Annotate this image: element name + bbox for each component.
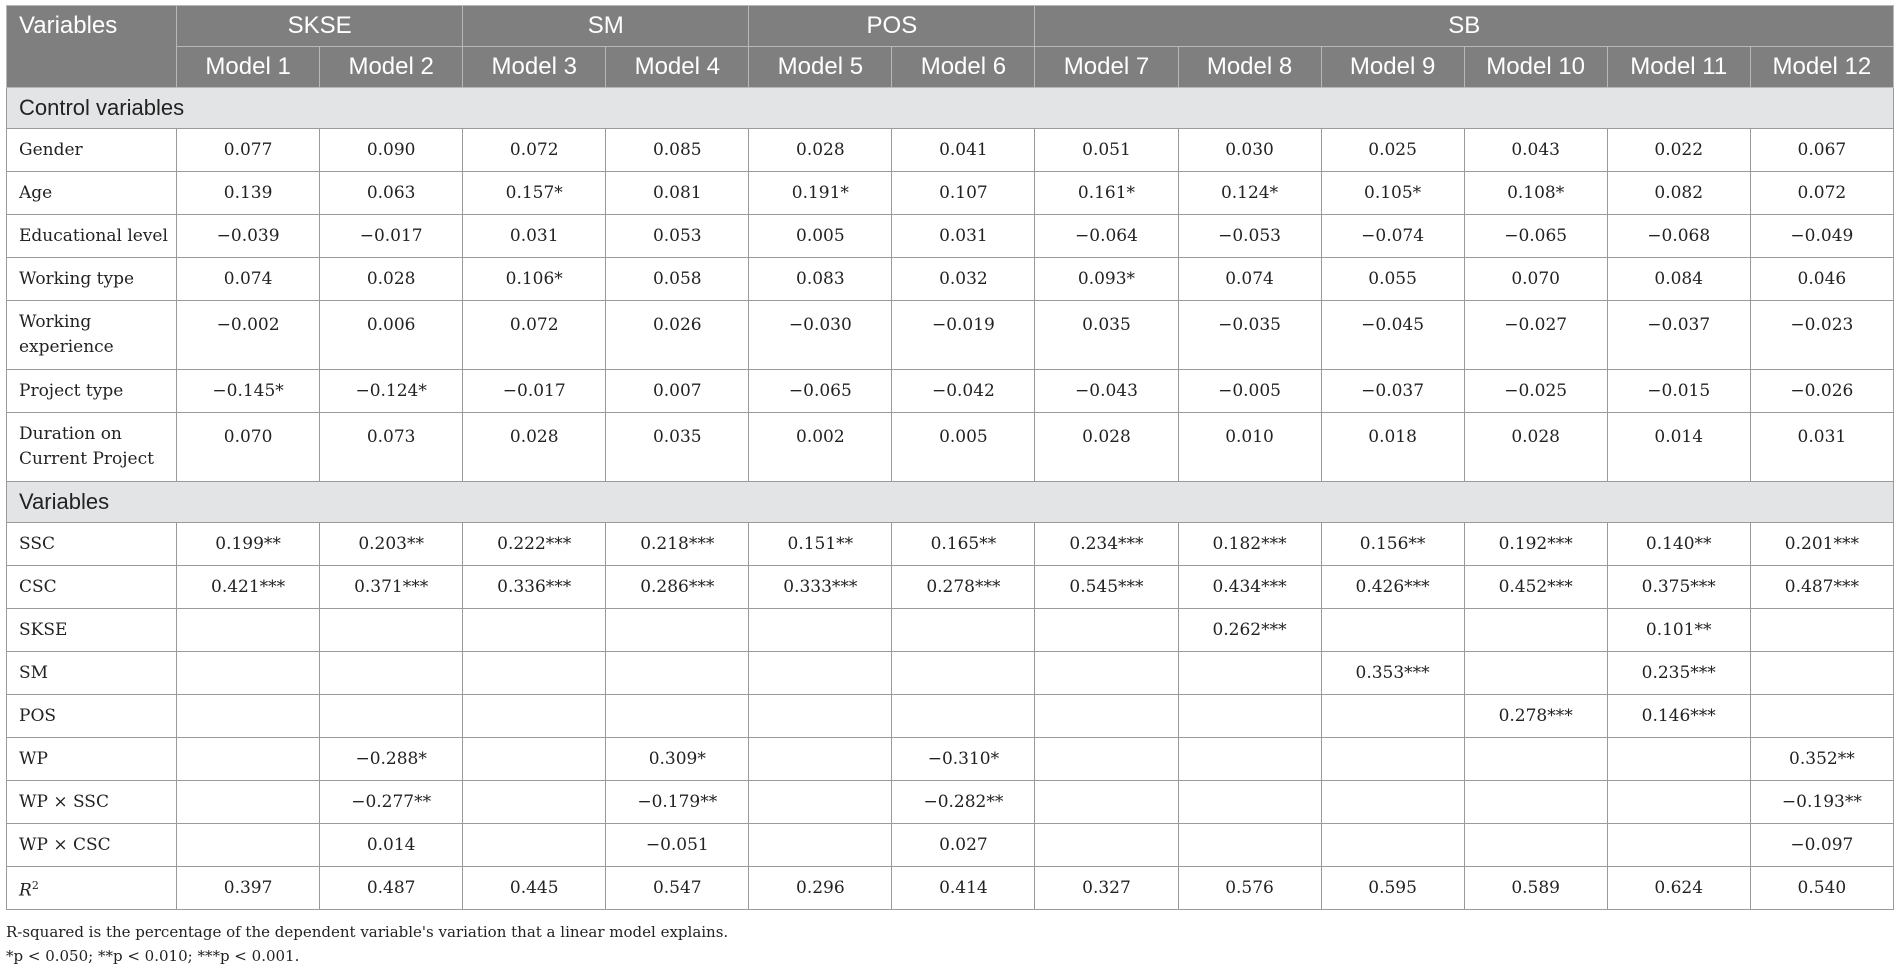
model-header-5: Model 5	[749, 47, 892, 88]
table-cell: 0.286***	[606, 566, 749, 609]
table-cell: −0.179**	[606, 781, 749, 824]
table-cell: 0.421***	[177, 566, 320, 609]
table-cell: 0.139	[177, 172, 320, 215]
table-cell: −0.026	[1750, 370, 1893, 413]
table-row-gender	[7, 129, 1894, 172]
model-header-11: Model 11	[1607, 47, 1750, 88]
table-cell	[463, 738, 606, 781]
table-cell: 0.157*	[463, 172, 606, 215]
table-cell: 0.452***	[1464, 566, 1607, 609]
table-cell: −0.282**	[892, 781, 1035, 824]
table-cell: 0.222***	[463, 523, 606, 566]
table-cell: −0.039	[177, 215, 320, 258]
table-cell: −0.037	[1321, 370, 1464, 413]
table-cell	[1035, 609, 1178, 652]
row-label: WP × SSC	[7, 781, 177, 824]
table-cell: −0.310*	[892, 738, 1035, 781]
table-cell: 0.072	[1750, 172, 1893, 215]
table-cell: 0.041	[892, 129, 1035, 172]
table-cell: 0.545***	[1035, 566, 1178, 609]
table-cell: 0.072	[463, 129, 606, 172]
table-cell: 0.028	[320, 258, 463, 301]
table-cell: −0.035	[1178, 301, 1321, 370]
table-cell: −0.097	[1750, 824, 1893, 867]
table-cell: 0.028	[1035, 413, 1178, 482]
row-label: Gender	[7, 129, 177, 172]
table-cell: 0.624	[1607, 867, 1750, 910]
table-cell: 0.007	[606, 370, 749, 413]
table-cell: 0.035	[1035, 301, 1178, 370]
table-row-pos	[7, 695, 1894, 738]
table-cell: 0.234***	[1035, 523, 1178, 566]
table-cell	[320, 652, 463, 695]
table-cell: −0.017	[463, 370, 606, 413]
table-cell: −0.277**	[320, 781, 463, 824]
table-cell: −0.053	[1178, 215, 1321, 258]
row-label: Educational level	[7, 215, 177, 258]
table-cell: 0.235***	[1607, 652, 1750, 695]
model-header-4: Model 4	[606, 47, 749, 88]
table-cell: 0.028	[463, 413, 606, 482]
table-cell	[177, 781, 320, 824]
table-cell	[1178, 781, 1321, 824]
table-cell	[1035, 824, 1178, 867]
table-cell: 0.124*	[1178, 172, 1321, 215]
table-cell: 0.081	[606, 172, 749, 215]
row-label: Working experience	[7, 301, 177, 370]
table-cell	[1607, 738, 1750, 781]
table-cell	[1321, 781, 1464, 824]
table-cell: 0.106*	[463, 258, 606, 301]
section-title: Variables	[7, 482, 1894, 523]
table-cell	[1464, 652, 1607, 695]
table-cell	[749, 824, 892, 867]
table-cell: −0.145*	[177, 370, 320, 413]
model-header-9: Model 9	[1321, 47, 1464, 88]
table-row-skse	[7, 609, 1894, 652]
table-cell	[1035, 695, 1178, 738]
table-cell	[749, 695, 892, 738]
table-cell: 0.199**	[177, 523, 320, 566]
table-cell: 0.487	[320, 867, 463, 910]
table-cell: 0.006	[320, 301, 463, 370]
row-label: POS	[7, 695, 177, 738]
table-cell: 0.105*	[1321, 172, 1464, 215]
table-cell: 0.278***	[1464, 695, 1607, 738]
table-cell: 0.014	[1607, 413, 1750, 482]
table-cell: 0.547	[606, 867, 749, 910]
table-cell	[1321, 738, 1464, 781]
table-cell: −0.019	[892, 301, 1035, 370]
table-cell: 0.031	[892, 215, 1035, 258]
model-header-10: Model 10	[1464, 47, 1607, 88]
table-cell: −0.037	[1607, 301, 1750, 370]
table-cell: 0.055	[1321, 258, 1464, 301]
group-header-skse: SKSE	[177, 6, 463, 47]
table-cell: 0.336***	[463, 566, 606, 609]
table-cell: −0.193**	[1750, 781, 1893, 824]
table-cell: 0.072	[463, 301, 606, 370]
table-cell: 0.090	[320, 129, 463, 172]
table-cell: 0.026	[606, 301, 749, 370]
group-header-pos: POS	[749, 6, 1035, 47]
table-cell	[749, 738, 892, 781]
table-cell: 0.027	[892, 824, 1035, 867]
table-cell: 0.333***	[749, 566, 892, 609]
table-cell: 0.082	[1607, 172, 1750, 215]
table-cell: 0.005	[749, 215, 892, 258]
table-cell: 0.296	[749, 867, 892, 910]
table-cell	[177, 695, 320, 738]
table-row-sm	[7, 652, 1894, 695]
regression-table-container	[6, 5, 1894, 910]
table-row-wp-x-csc	[7, 824, 1894, 867]
table-cell: 0.352**	[1750, 738, 1893, 781]
table-cell: 0.576	[1178, 867, 1321, 910]
row-label: Working type	[7, 258, 177, 301]
table-cell: 0.161*	[1035, 172, 1178, 215]
table-cell	[749, 609, 892, 652]
table-cell	[1321, 609, 1464, 652]
model-header-8: Model 8	[1178, 47, 1321, 88]
table-cell: 0.031	[1750, 413, 1893, 482]
table-cell: 0.589	[1464, 867, 1607, 910]
group-header-sb: SB	[1035, 6, 1894, 47]
table-cell: 0.077	[177, 129, 320, 172]
table-cell: 0.309*	[606, 738, 749, 781]
table-cell	[1178, 738, 1321, 781]
table-row-working-type	[7, 258, 1894, 301]
table-cell: 0.051	[1035, 129, 1178, 172]
table-cell	[463, 609, 606, 652]
table-cell: −0.002	[177, 301, 320, 370]
table-cell: 0.032	[892, 258, 1035, 301]
section-row-variables	[7, 482, 1894, 523]
table-cell: 0.201***	[1750, 523, 1893, 566]
table-cell: 0.182***	[1178, 523, 1321, 566]
table-cell	[1178, 652, 1321, 695]
table-cell: 0.073	[320, 413, 463, 482]
table-cell: 0.540	[1750, 867, 1893, 910]
table-cell: 0.070	[1464, 258, 1607, 301]
table-cell	[1464, 609, 1607, 652]
table-cell: 0.043	[1464, 129, 1607, 172]
table-cell	[892, 652, 1035, 695]
r-squared-symbol: R	[19, 880, 32, 901]
table-cell: 0.093*	[1035, 258, 1178, 301]
table-cell: 0.375***	[1607, 566, 1750, 609]
table-cell	[1464, 824, 1607, 867]
table-cell: 0.445	[463, 867, 606, 910]
row-label: WP	[7, 738, 177, 781]
table-row-educational-level	[7, 215, 1894, 258]
table-cell	[1750, 609, 1893, 652]
table-cell: 0.063	[320, 172, 463, 215]
table-cell: 0.414	[892, 867, 1035, 910]
table-cell: 0.030	[1178, 129, 1321, 172]
table-cell	[1607, 781, 1750, 824]
group-header-row	[7, 6, 1894, 47]
table-body	[7, 88, 1894, 910]
table-cell: −0.288*	[320, 738, 463, 781]
table-cell	[1321, 695, 1464, 738]
table-header	[7, 6, 1894, 88]
model-header-3: Model 3	[463, 47, 606, 88]
regression-table	[6, 5, 1894, 910]
r-squared-superscript: 2	[31, 878, 39, 892]
table-cell: −0.025	[1464, 370, 1607, 413]
table-row-ssc	[7, 523, 1894, 566]
table-cell: 0.053	[606, 215, 749, 258]
table-cell	[320, 695, 463, 738]
table-cell	[1750, 695, 1893, 738]
table-cell: −0.017	[320, 215, 463, 258]
table-cell	[606, 652, 749, 695]
model-header-6: Model 6	[892, 47, 1035, 88]
table-cell	[606, 695, 749, 738]
table-cell: −0.074	[1321, 215, 1464, 258]
table-cell: 0.327	[1035, 867, 1178, 910]
row-label: Duration on Current Project	[7, 413, 177, 482]
table-cell: −0.043	[1035, 370, 1178, 413]
table-row-wp-x-ssc	[7, 781, 1894, 824]
table-cell: 0.074	[177, 258, 320, 301]
table-cell: 0.108*	[1464, 172, 1607, 215]
table-cell: 0.146***	[1607, 695, 1750, 738]
table-cell: 0.203**	[320, 523, 463, 566]
table-cell	[606, 609, 749, 652]
section-row-control-variables	[7, 88, 1894, 129]
table-row-age	[7, 172, 1894, 215]
r-squared-label	[7, 867, 177, 910]
table-cell	[463, 824, 606, 867]
table-cell: 0.005	[892, 413, 1035, 482]
table-cell: −0.027	[1464, 301, 1607, 370]
section-title: Control variables	[7, 88, 1894, 129]
table-cell: −0.065	[1464, 215, 1607, 258]
table-cell: 0.028	[1464, 413, 1607, 482]
table-cell	[1607, 824, 1750, 867]
table-cell	[749, 781, 892, 824]
group-header-sm: SM	[463, 6, 749, 47]
model-header-row	[7, 47, 1894, 88]
table-cell	[1035, 652, 1178, 695]
table-cell: 0.191*	[749, 172, 892, 215]
table-cell: 0.074	[1178, 258, 1321, 301]
model-header-1: Model 1	[177, 47, 320, 88]
table-cell	[320, 609, 463, 652]
table-row-r-squared	[7, 867, 1894, 910]
table-cell: 0.426***	[1321, 566, 1464, 609]
table-cell: 0.101**	[1607, 609, 1750, 652]
r-squared-note: R-squared is the percentage of the dependent variable's variation that a linear model explains.	[6, 923, 729, 941]
table-cell: 0.353***	[1321, 652, 1464, 695]
row-label: SSC	[7, 523, 177, 566]
table-row-wp	[7, 738, 1894, 781]
table-cell	[892, 695, 1035, 738]
table-cell: 0.218***	[606, 523, 749, 566]
table-cell	[463, 652, 606, 695]
table-row-csc	[7, 566, 1894, 609]
table-cell: 0.595	[1321, 867, 1464, 910]
table-cell	[177, 652, 320, 695]
table-cell	[177, 609, 320, 652]
row-label: WP × CSC	[7, 824, 177, 867]
table-cell	[892, 609, 1035, 652]
table-cell: −0.045	[1321, 301, 1464, 370]
table-cell: 0.022	[1607, 129, 1750, 172]
row-label: Age	[7, 172, 177, 215]
row-label: Project type	[7, 370, 177, 413]
table-cell: −0.049	[1750, 215, 1893, 258]
table-cell: 0.151**	[749, 523, 892, 566]
table-cell: 0.070	[177, 413, 320, 482]
table-notes	[6, 920, 728, 968]
table-cell: 0.165**	[892, 523, 1035, 566]
table-cell	[463, 695, 606, 738]
table-cell: 0.278***	[892, 566, 1035, 609]
row-label: CSC	[7, 566, 177, 609]
row-label: SKSE	[7, 609, 177, 652]
table-cell	[1178, 695, 1321, 738]
table-cell: −0.030	[749, 301, 892, 370]
table-cell: −0.015	[1607, 370, 1750, 413]
table-cell: −0.005	[1178, 370, 1321, 413]
table-cell: 0.487***	[1750, 566, 1893, 609]
table-cell: 0.018	[1321, 413, 1464, 482]
table-cell: 0.025	[1321, 129, 1464, 172]
table-cell	[177, 738, 320, 781]
table-cell: 0.010	[1178, 413, 1321, 482]
table-cell: 0.028	[749, 129, 892, 172]
table-row-duration-on-current-project	[7, 413, 1894, 482]
table-cell: 0.002	[749, 413, 892, 482]
table-cell: 0.084	[1607, 258, 1750, 301]
table-cell: 0.014	[320, 824, 463, 867]
table-cell: 0.067	[1750, 129, 1893, 172]
table-cell	[1321, 824, 1464, 867]
table-cell: −0.023	[1750, 301, 1893, 370]
variables-header: Variables	[7, 6, 177, 88]
table-cell: 0.083	[749, 258, 892, 301]
table-cell	[463, 781, 606, 824]
model-header-2: Model 2	[320, 47, 463, 88]
table-cell: 0.046	[1750, 258, 1893, 301]
table-cell: 0.192***	[1464, 523, 1607, 566]
table-row-working-experience	[7, 301, 1894, 370]
table-cell: −0.051	[606, 824, 749, 867]
row-label: SM	[7, 652, 177, 695]
table-cell: 0.035	[606, 413, 749, 482]
table-cell: −0.068	[1607, 215, 1750, 258]
table-cell: −0.065	[749, 370, 892, 413]
table-cell	[1750, 652, 1893, 695]
table-cell: 0.085	[606, 129, 749, 172]
table-cell	[1178, 824, 1321, 867]
table-cell: 0.107	[892, 172, 1035, 215]
significance-note: *p < 0.050; **p < 0.010; ***p < 0.001.	[6, 947, 300, 965]
table-cell: 0.140**	[1607, 523, 1750, 566]
table-cell: 0.262***	[1178, 609, 1321, 652]
table-cell: 0.397	[177, 867, 320, 910]
model-header-12: Model 12	[1750, 47, 1893, 88]
table-cell: 0.434***	[1178, 566, 1321, 609]
table-cell	[1464, 738, 1607, 781]
table-cell: −0.124*	[320, 370, 463, 413]
table-row-project-type	[7, 370, 1894, 413]
table-cell	[1464, 781, 1607, 824]
table-cell	[1035, 738, 1178, 781]
table-cell: 0.156**	[1321, 523, 1464, 566]
table-cell: −0.064	[1035, 215, 1178, 258]
table-cell: 0.058	[606, 258, 749, 301]
table-cell: 0.371***	[320, 566, 463, 609]
table-cell	[1035, 781, 1178, 824]
table-cell: −0.042	[892, 370, 1035, 413]
table-cell	[749, 652, 892, 695]
model-header-7: Model 7	[1035, 47, 1178, 88]
table-cell: 0.031	[463, 215, 606, 258]
table-cell	[177, 824, 320, 867]
